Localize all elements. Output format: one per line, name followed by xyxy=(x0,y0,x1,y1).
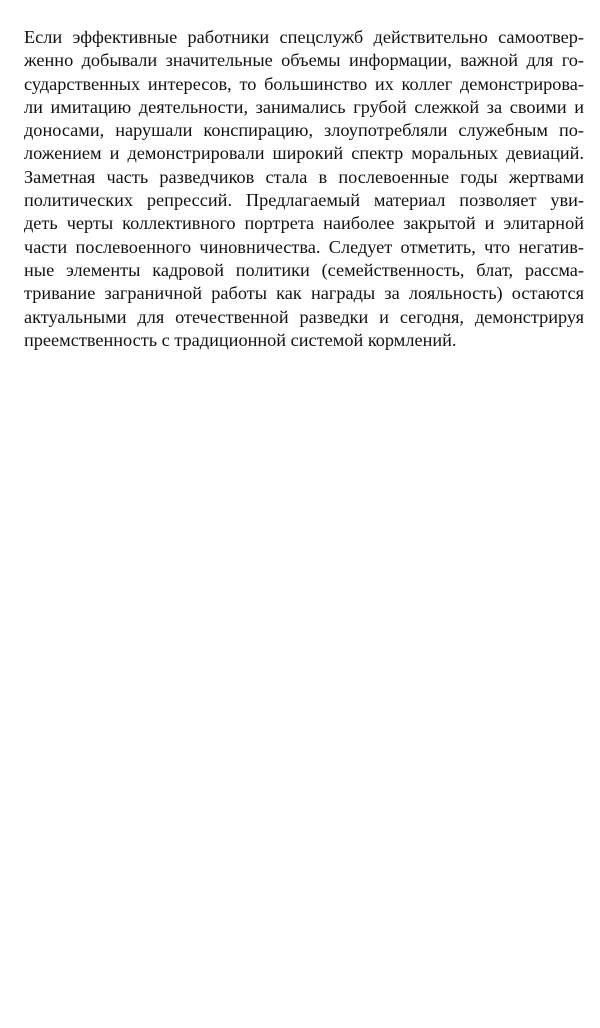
text-line-7: Заметная часть разведчиков стала в послевоенные годы жертвами xyxy=(24,166,584,187)
text-line-3: сударственных интересов, то большинство их коллег демонстрирова- xyxy=(24,73,584,94)
text-line-4: ли имитацию деятельности, занимались грубой слежкой за своими и xyxy=(24,96,584,117)
text-line-13: актуальными для отечественной разведки и сегодня, демонстрируя xyxy=(24,306,584,327)
text-line-2: женно добывали значительные объемы информации, важной для го- xyxy=(24,50,584,71)
text-line-11: ные элементы кадровой политики (семейственность, блат, рассма- xyxy=(24,259,584,280)
text-line-10: части послевоенного чиновничества. Следует отметить, что негатив- xyxy=(24,236,584,257)
text-line-1: Если эффективные работники спецслужб действительно самоотвер- xyxy=(24,27,584,47)
text-line-6: ложением и демонстрировали широкий спектр моральных девиаций. xyxy=(24,143,584,164)
text-line-9: деть черты коллективного портрета наиболее закрытой и элитарной xyxy=(24,213,584,234)
text-line-12: тривание заграничной работы как награды за лояльность) остаются xyxy=(24,283,584,304)
text-line-8: политических репрессий. Предлагаемый материал позволяет уви- xyxy=(24,190,584,211)
text-line-5: доносами, нарушали конспирацию, злоупотребляли служебным по- xyxy=(24,120,584,141)
body-paragraph xyxy=(24,26,584,352)
text-line-14: преемственность с традиционной системой кормлений. xyxy=(24,329,457,350)
